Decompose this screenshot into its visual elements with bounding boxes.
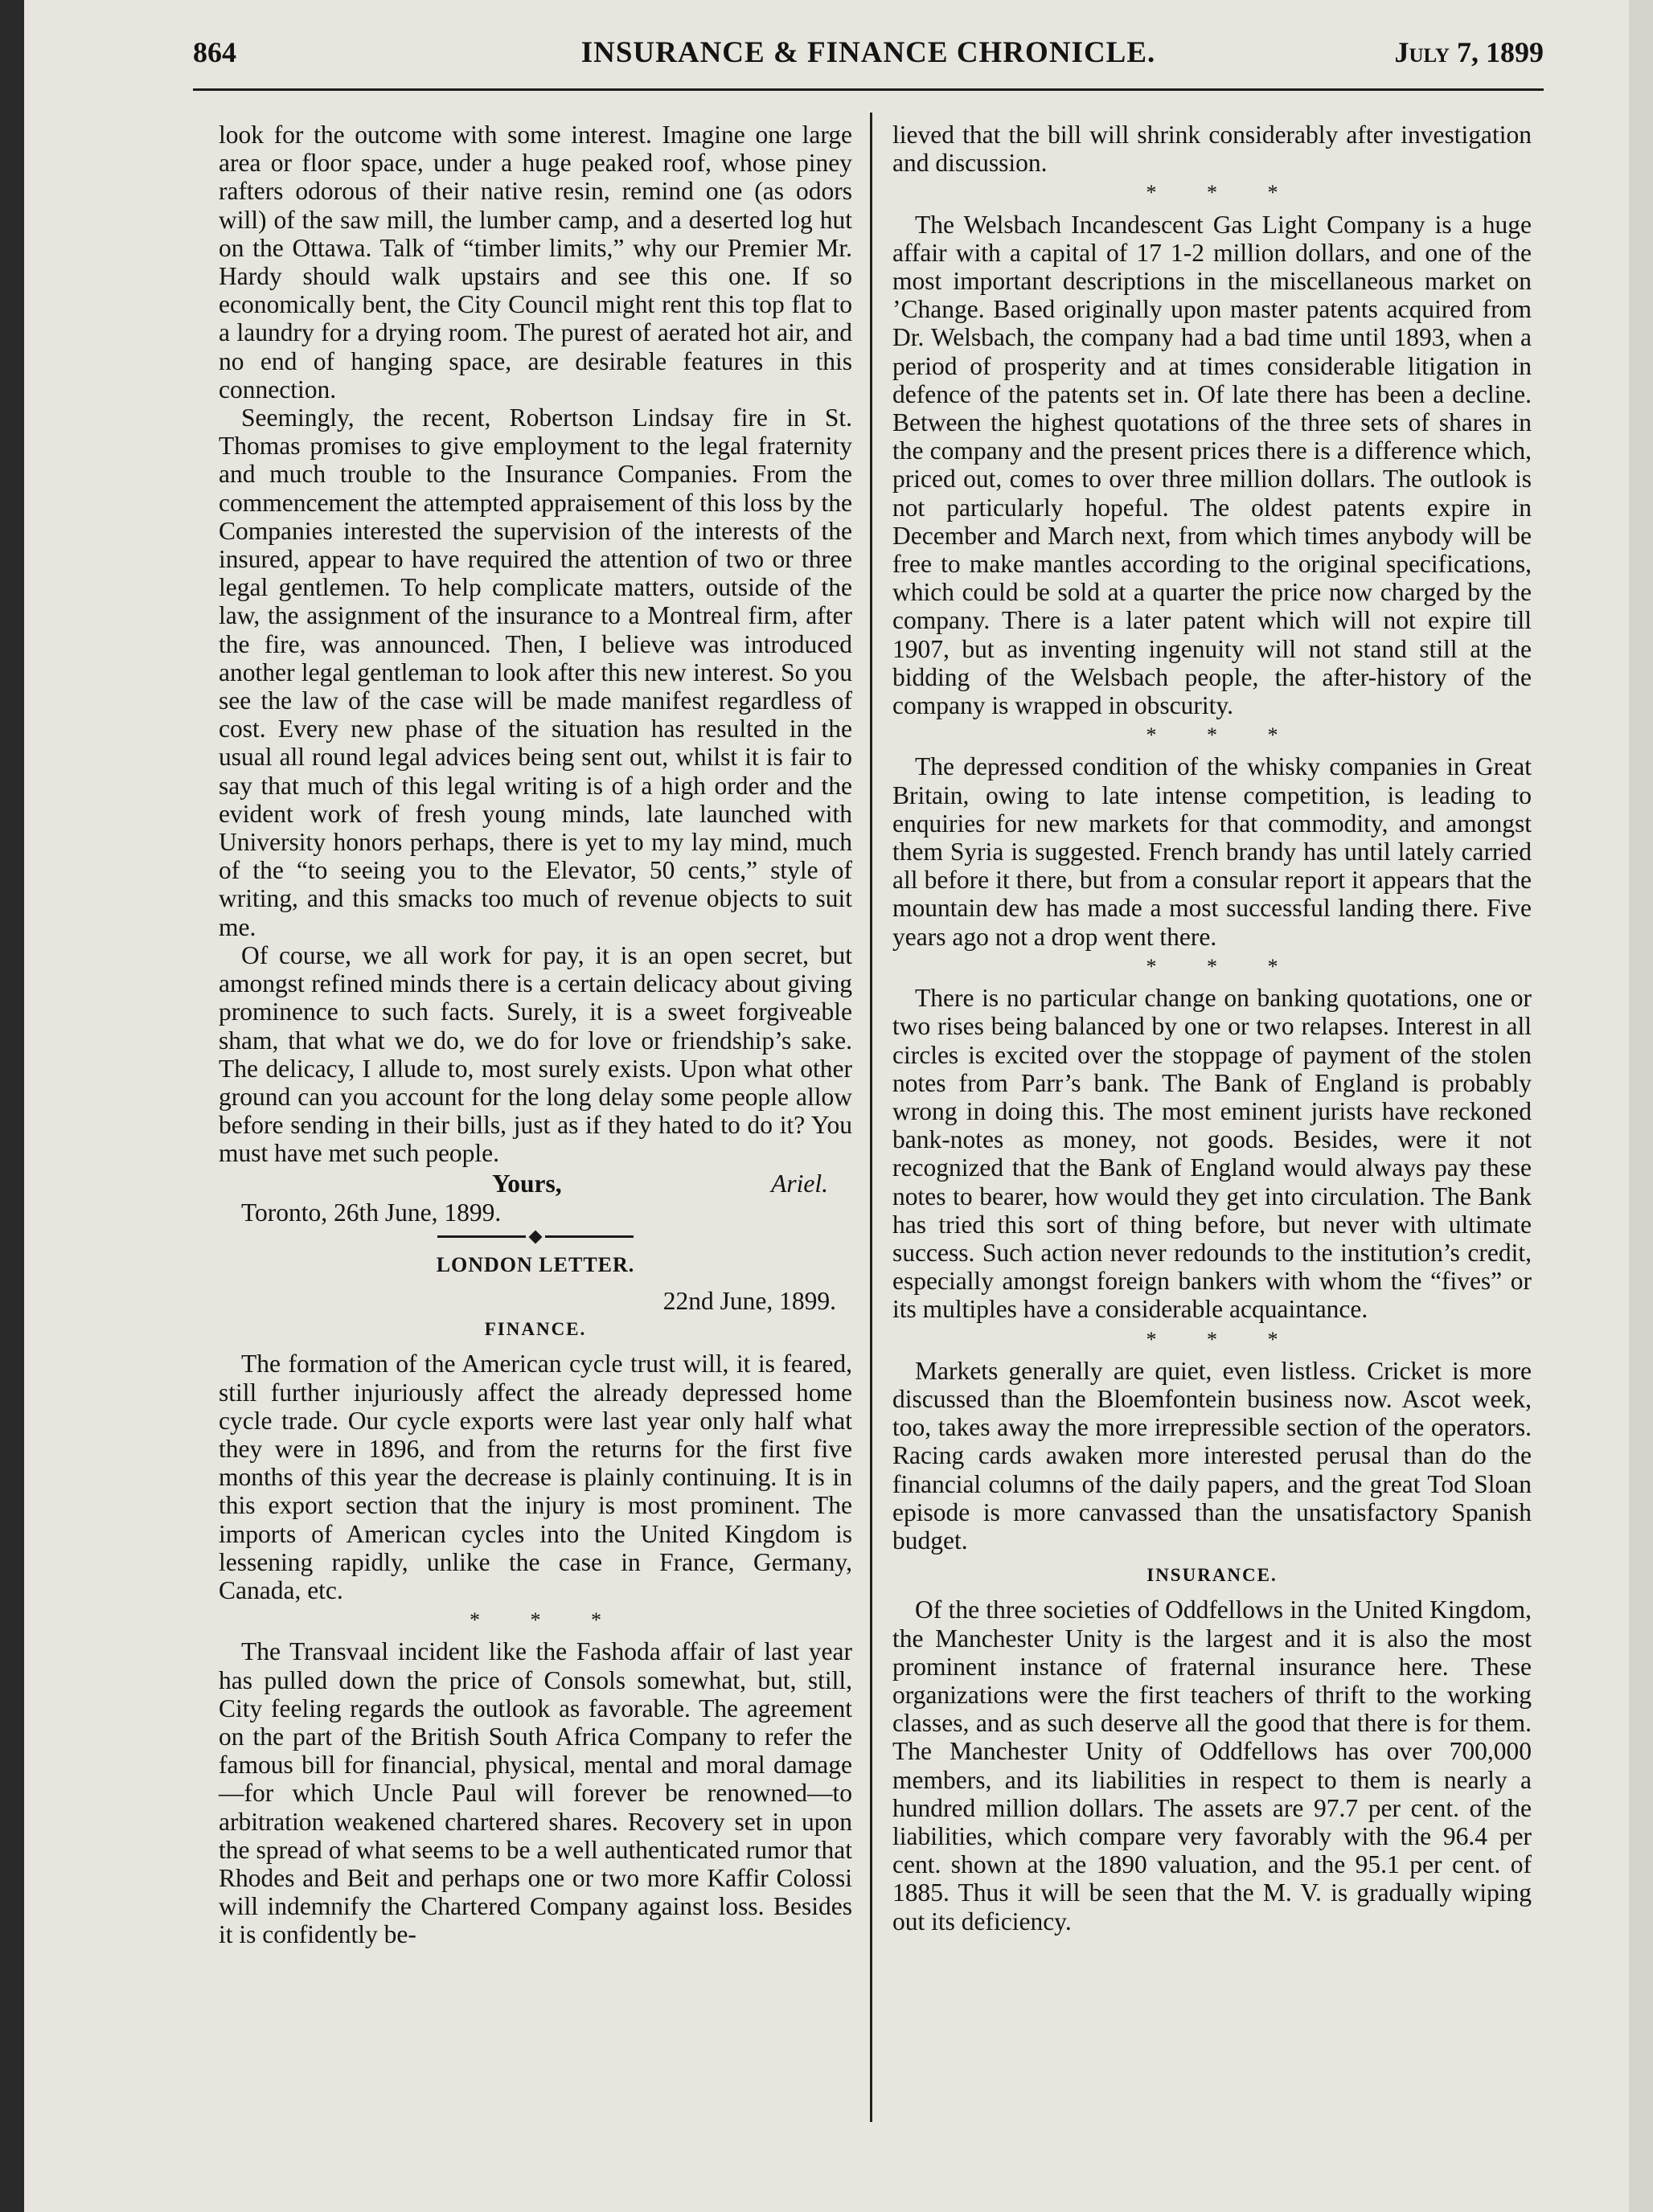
ornament-line	[437, 1235, 526, 1238]
section-ornament	[219, 1230, 852, 1244]
signoff	[219, 1169, 852, 1198]
paragraph: The depressed condition of the whisky companies in Great Britain, owing to late intense competition, is leading to enquiries for new markets for that commodity, and amongst them Syria is suggested. French brandy has until lately carried all before it there, but from a consular report it appears that the mountain dew has made a most successful landing there. Five years ago not a drop went there.	[892, 752, 1532, 951]
section-break: * * *	[1146, 723, 1301, 748]
section-break: * * *	[470, 1608, 624, 1632]
dateline: Toronto, 26th June, 1899.	[241, 1198, 502, 1227]
paragraph: The formation of the American cycle trust will, it is feared, still further injuriously affect the already depressed home cycle trade. Our cycle exports were last year only half what they were in 1896, and from the returns for the first five months of this year the decrease is plainly continuing. It is in this export section that the injury is most prominent. The imports of American cycles into the United Kingdom is lessening rapidly, unlike the case in France, Germany, Canada, etc.	[219, 1350, 852, 1604]
section-break: * * *	[1146, 1327, 1301, 1351]
paragraph: lieved that the bill will shrink considerably after investigation and discussion.	[892, 121, 1532, 178]
publication-title: INSURANCE & FINANCE CHRONICLE.	[580, 36, 1156, 69]
page-header	[193, 35, 1544, 84]
issue-date: July 7, 1899	[1394, 36, 1544, 68]
paragraph: Seemingly, the recent, Robertson Lindsay fire in St. Thomas promises to give employment to the legal fraternity and much trouble to the Insurance Companies. From the commencement the attempted appraisement of this loss by the Companies interested the supervision of the interests of the insured, appear to have required the attention of two or three legal gentlemen. To help complicate matters, outside of the law, the assignment of the insurance to a Montreal firm, after the fire, was announced. Then, I believe was introduced another legal gentleman to look after this new interest. So you see the law of the case will be made manifest regardless of cost. Every new phase of the situation has resulted in the usual all round legal advices being sent out, whilst it is fair to say that much of this legal writing is of a high order and the evident work of fresh young minds, late launched with University honors perhaps, there is yet to my lay mind, much of the “to seeing you to the Elevator, 50 cents,” style of writing, and this smacks too much of revenue objects to suit me.	[219, 403, 852, 941]
paragraph: There is no particular change on banking quotations, one or two rises being balanced by one or two relapses. Interest in all circles is excited over the stoppage of payment of the stolen notes from Parr’s bank. The Bank of England is probably wrong in doing this. The most eminent jurists have reckoned bank-notes as money, not goods. Besides, were it not recognized that the Bank of England would always pay these notes to bearer, how would they get into circulation. The Bank has tried this sort of thing before, but never with ultimate success. Such action never redounds to the institution’s credit, especially amongst foreign bankers with whom the “fives” or its multiples have a considerable acquaintance.	[892, 984, 1532, 1324]
signature: Ariel.	[771, 1169, 828, 1198]
paragraph: Markets generally are quiet, even listless. Cricket is more discussed than the Bloemfontein business now. Ascot week, too, takes away the more irrepressible section of the operators. Racing cards awaken more interested perusal than do the financial columns of the daily papers, and the great Tod Sloan episode is more canvassed than the unsatisfactory Spanish budget.	[892, 1356, 1532, 1555]
paragraph: look for the outcome with some interest. Imagine one large area or floor space, under a huge peaked roof, whose piney rafters odorous of their native resin, remind one (as odors will) of the saw mill, the lumber camp, and a deserted log hut on the Ottawa. Talk of “timber limits,” why our Premier Mr. Hardy should walk upstairs and see this one. If so economically bent, the City Council might rent this top flat to a laundry for a drying room. The purest of aerated hot air, and no end of hanging space, are desirable features in this connection.	[219, 121, 852, 403]
column-divider	[870, 113, 872, 2122]
paragraph: Of the three societies of Oddfellows in the United Kingdom, the Manchester Unity is the largest and it is also the most prominent instance of fraternal insurance here. These organizations were the first teachers of thrift to the working classes, and as such deserve all the good that there is for them. The Manchester Unity of Oddfellows has over 700,000 members, and its liabilities in respect to them is nearly a hundred million dollars. The assets are 97.7 per cent. of the liabilities, which compare very favorably with the 96.4 per cent. shown at the 1890 valuation, and the 95.1 per cent. of 1885. Thus it will be seen that the M. V. is gradually wiping out its deficiency.	[892, 1596, 1532, 1936]
header-rule	[193, 88, 1544, 91]
subheading: INSURANCE.	[1146, 1565, 1278, 1586]
section-break: * * *	[1146, 954, 1301, 978]
subheading: FINANCE.	[484, 1319, 587, 1340]
page-number: 864	[193, 36, 236, 68]
section-title: LONDON LETTER.	[436, 1252, 635, 1276]
left-column	[219, 121, 852, 1949]
ornament-line	[545, 1235, 634, 1238]
closing: Yours,	[492, 1169, 562, 1198]
paragraph: The Welsbach Incandescent Gas Light Company is a huge affair with a capital of 17 1-2 million dollars, and one of the most important descriptions in the miscellaneous market on ’Change. Based originally upon master patents acquired from Dr. Welsbach, the company had a bad time until 1893, when a period of prosperity and at times considerable litigation in defence of the patents set in. Of late there has been a decline. Between the highest quotations of the three sets of shares in the company and the present prices there is a difference which, priced out, comes to over three million dollars. The outlook is not particularly hopeful. The oldest patents expire in December and March next, from which times anybody will be free to make mantles according to the original specifications, which could be sold at a quarter the price now charged by the company. There is a later patent which will not expire till 1907, but as inventing ingenuity will not stand still at the bidding of the Welsbach people, the after-history of the company is wrapped in obscurity.	[892, 210, 1532, 720]
paragraph: The Transvaal incident like the Fashoda affair of last year has pulled down the price of Consols somewhat, but, still, City feeling regards the outlook as favorable. The agreement on the part of the British South Africa Company to refer the famous bill for financial, physical, mental and moral damage—for which Uncle Paul will forever be renowned—to arbitration weakened chartered shares. Recovery set in upon the spread of what seems to be a well authenticated rumor that Rhodes and Beit and perhaps one or two more Kaffir Colossi will indemnify the Chartered Company against loss. Besides it is confidently be-	[219, 1637, 852, 1949]
right-column	[892, 121, 1532, 1936]
paragraph: Of course, we all work for pay, it is an open secret, but amongst refined minds there is a certain delicacy about giving prominence to such facts. Surely, it is a sweet forgiveable sham, that what we do, we do for love or friendship’s sake. The delicacy, I allude to, most surely exists. Upon what other ground can you account for the long delay some people allow before sending in their bills, just as if they hated to do it? You must have met such people.	[219, 940, 852, 1168]
letter-date: 22nd June, 1899.	[662, 1286, 836, 1315]
ornament-diamond	[529, 1230, 543, 1243]
scan-edge	[0, 0, 24, 2212]
section-break: * * *	[1146, 181, 1301, 205]
